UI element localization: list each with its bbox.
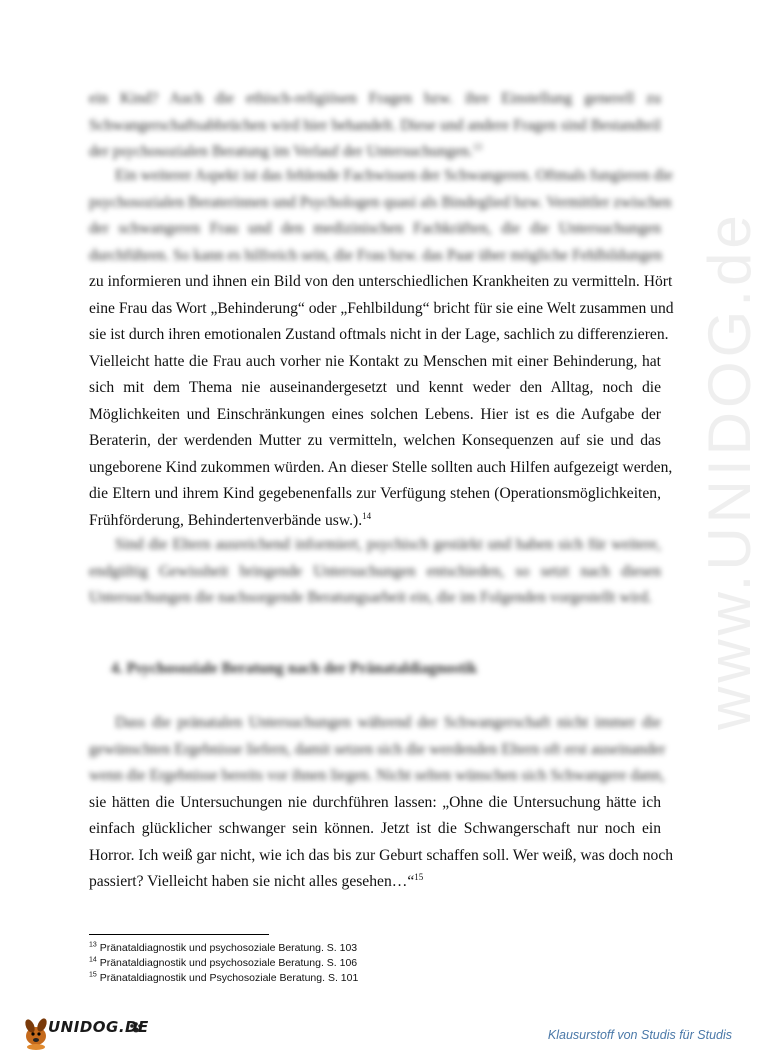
text-line: zu informieren und ihnen ein Bild von den unterschiedlichen Krankheiten zu vermitteln. Hört [89,273,673,290]
paragraph-intro [89,86,661,166]
footnotes [89,941,358,986]
text-line: die Eltern und ihrem Kind gegebenenfalls zur Verfügung stehen (Operationsmöglichkeiten, [89,485,661,502]
footnote-ref: 15 [414,871,424,882]
logo-text: UNIDOG.DE [48,1018,149,1036]
text-line: sich mit dem Thema nie auseinandergesetzt und kennt weder den Alltag, noch die [89,379,661,396]
watermark: www.UNIDOG.de [696,211,763,730]
text-line: Beraterin, der werdenden Mutter zu vermitteln, welchen Konsequenzen auf sie und das [89,432,661,449]
footnote-divider [89,934,269,935]
footnote: $^{13}$ Pränataldiagnostik und psychosoziale Beratung. S. 103 [89,941,358,954]
text-line: Untersuchungen die nachsorgende Beratungsarbeit ein, die im Folgenden vorgestellt wird. [89,589,652,606]
footnote: $^{15}$ Pränataldiagnostik und Psychosoziale Beratung. S. 101 [89,971,359,984]
text-line: der psychosozialen Beratung im Verlauf der Untersuchungen.$^{13}$ [89,141,482,160]
text-line: Horror. Ich weiß gar nicht, wie ich das bis zur Geburt schaffen soll. Wer weiß, was doch noch [89,846,674,864]
text-line: Frühförderung, Behindertenverbände usw.).$^{14}$ [89,510,372,529]
footnote-ref: 13 [472,141,482,152]
text-line: Vielleicht hatte die Frau auch vorher nie Kontakt zu Menschen mit einer Behinderung, hat [89,352,661,370]
text-line: Ein weiterer Aspekt ist das fehlende Fachwissen der Schwangeren. Oftmals fungieren die [115,167,673,184]
text-line: passiert? Vielleicht haben sie nicht alles gesehen…“$^{15}$ [89,871,424,890]
section-heading: 4. Psychosoziale Beratung nach der Pränataldiagnostik [111,660,478,677]
text-line: wenn die Ergebnisse bereits vor ihnen liegen. Nicht selten wünschen sich Schwangere dann, [89,767,665,784]
text-line: der schwangeren Frau und den medizinischen Fachkräften, die die Untersuchungen [89,220,661,237]
text-line: Dass die pränatalen Untersuchungen während der Schwangerschaft nicht immer die [115,714,661,731]
text-line: Möglichkeiten und Einschränkungen eines solchen Lebens. Hier ist es die Aufgabe der [89,405,661,423]
text-line: endgültig Gewissheit bringende Untersuchungen entschieden, so setzt nach diesen [89,562,661,580]
text-line: ein Kind? Auch die ethisch-religiösen Fragen bzw. ihre Einstellung generell zu [89,90,661,107]
footer-tagline: Klausurstoff von Studis für Studis [547,1028,732,1042]
text-line: einfach glücklicher schwanger sein können. Jetzt ist die Schwangerschaft nur noch ein [89,820,661,837]
blurred-section [89,163,673,269]
text-line: sie ist durch ihren emotionalen Zustand oftmals nicht in der Lage, sachlich zu differenzieren. [89,326,669,343]
paragraph-aspect [89,163,674,534]
footnote: $^{14}$ Pränataldiagnostik und psychosoziale Beratung. S. 106 [89,956,358,969]
text-line: gewünschten Ergebnisse liefern, damit setzen sich die werdenden Eltern oft erst auseinander [89,740,666,758]
blurred-section [89,710,666,790]
footnote-ref: 14 [362,510,372,521]
dog-icon [23,1017,48,1050]
text-line: durchführen. So kann es hilfreich sein, die Frau bzw. das Paar über mögliche Fehlbildungen [89,246,663,264]
text-line: Sind die Eltern ausreichend informiert, psychisch gestärkt und haben sich für weitere, [115,536,661,553]
text-line: ungeborene Kind zukommen würden. An dieser Stelle sollten auch Hilfen aufgezeigt werden, [89,458,673,476]
paragraph-dass [89,710,674,896]
text-line: Schwangerschaftsabbrüchen wird hier behandelt. Diese und andere Fragen sind Bestandteil [89,116,661,134]
paragraph-eltern [89,532,661,612]
text-line: sie hätten die Untersuchungen nie durchführen lassen: „Ohne die Untersuchung hätte ich [89,793,661,811]
text-line: psychosozialen Beraterinnen und Psychologen quasi als Bindeglied bzw. Vermittler zwischen [89,193,672,211]
text-line: eine Frau das Wort „Behinderung“ oder „Fehlbildung“ bricht für sie eine Welt zusammen und [89,299,674,317]
